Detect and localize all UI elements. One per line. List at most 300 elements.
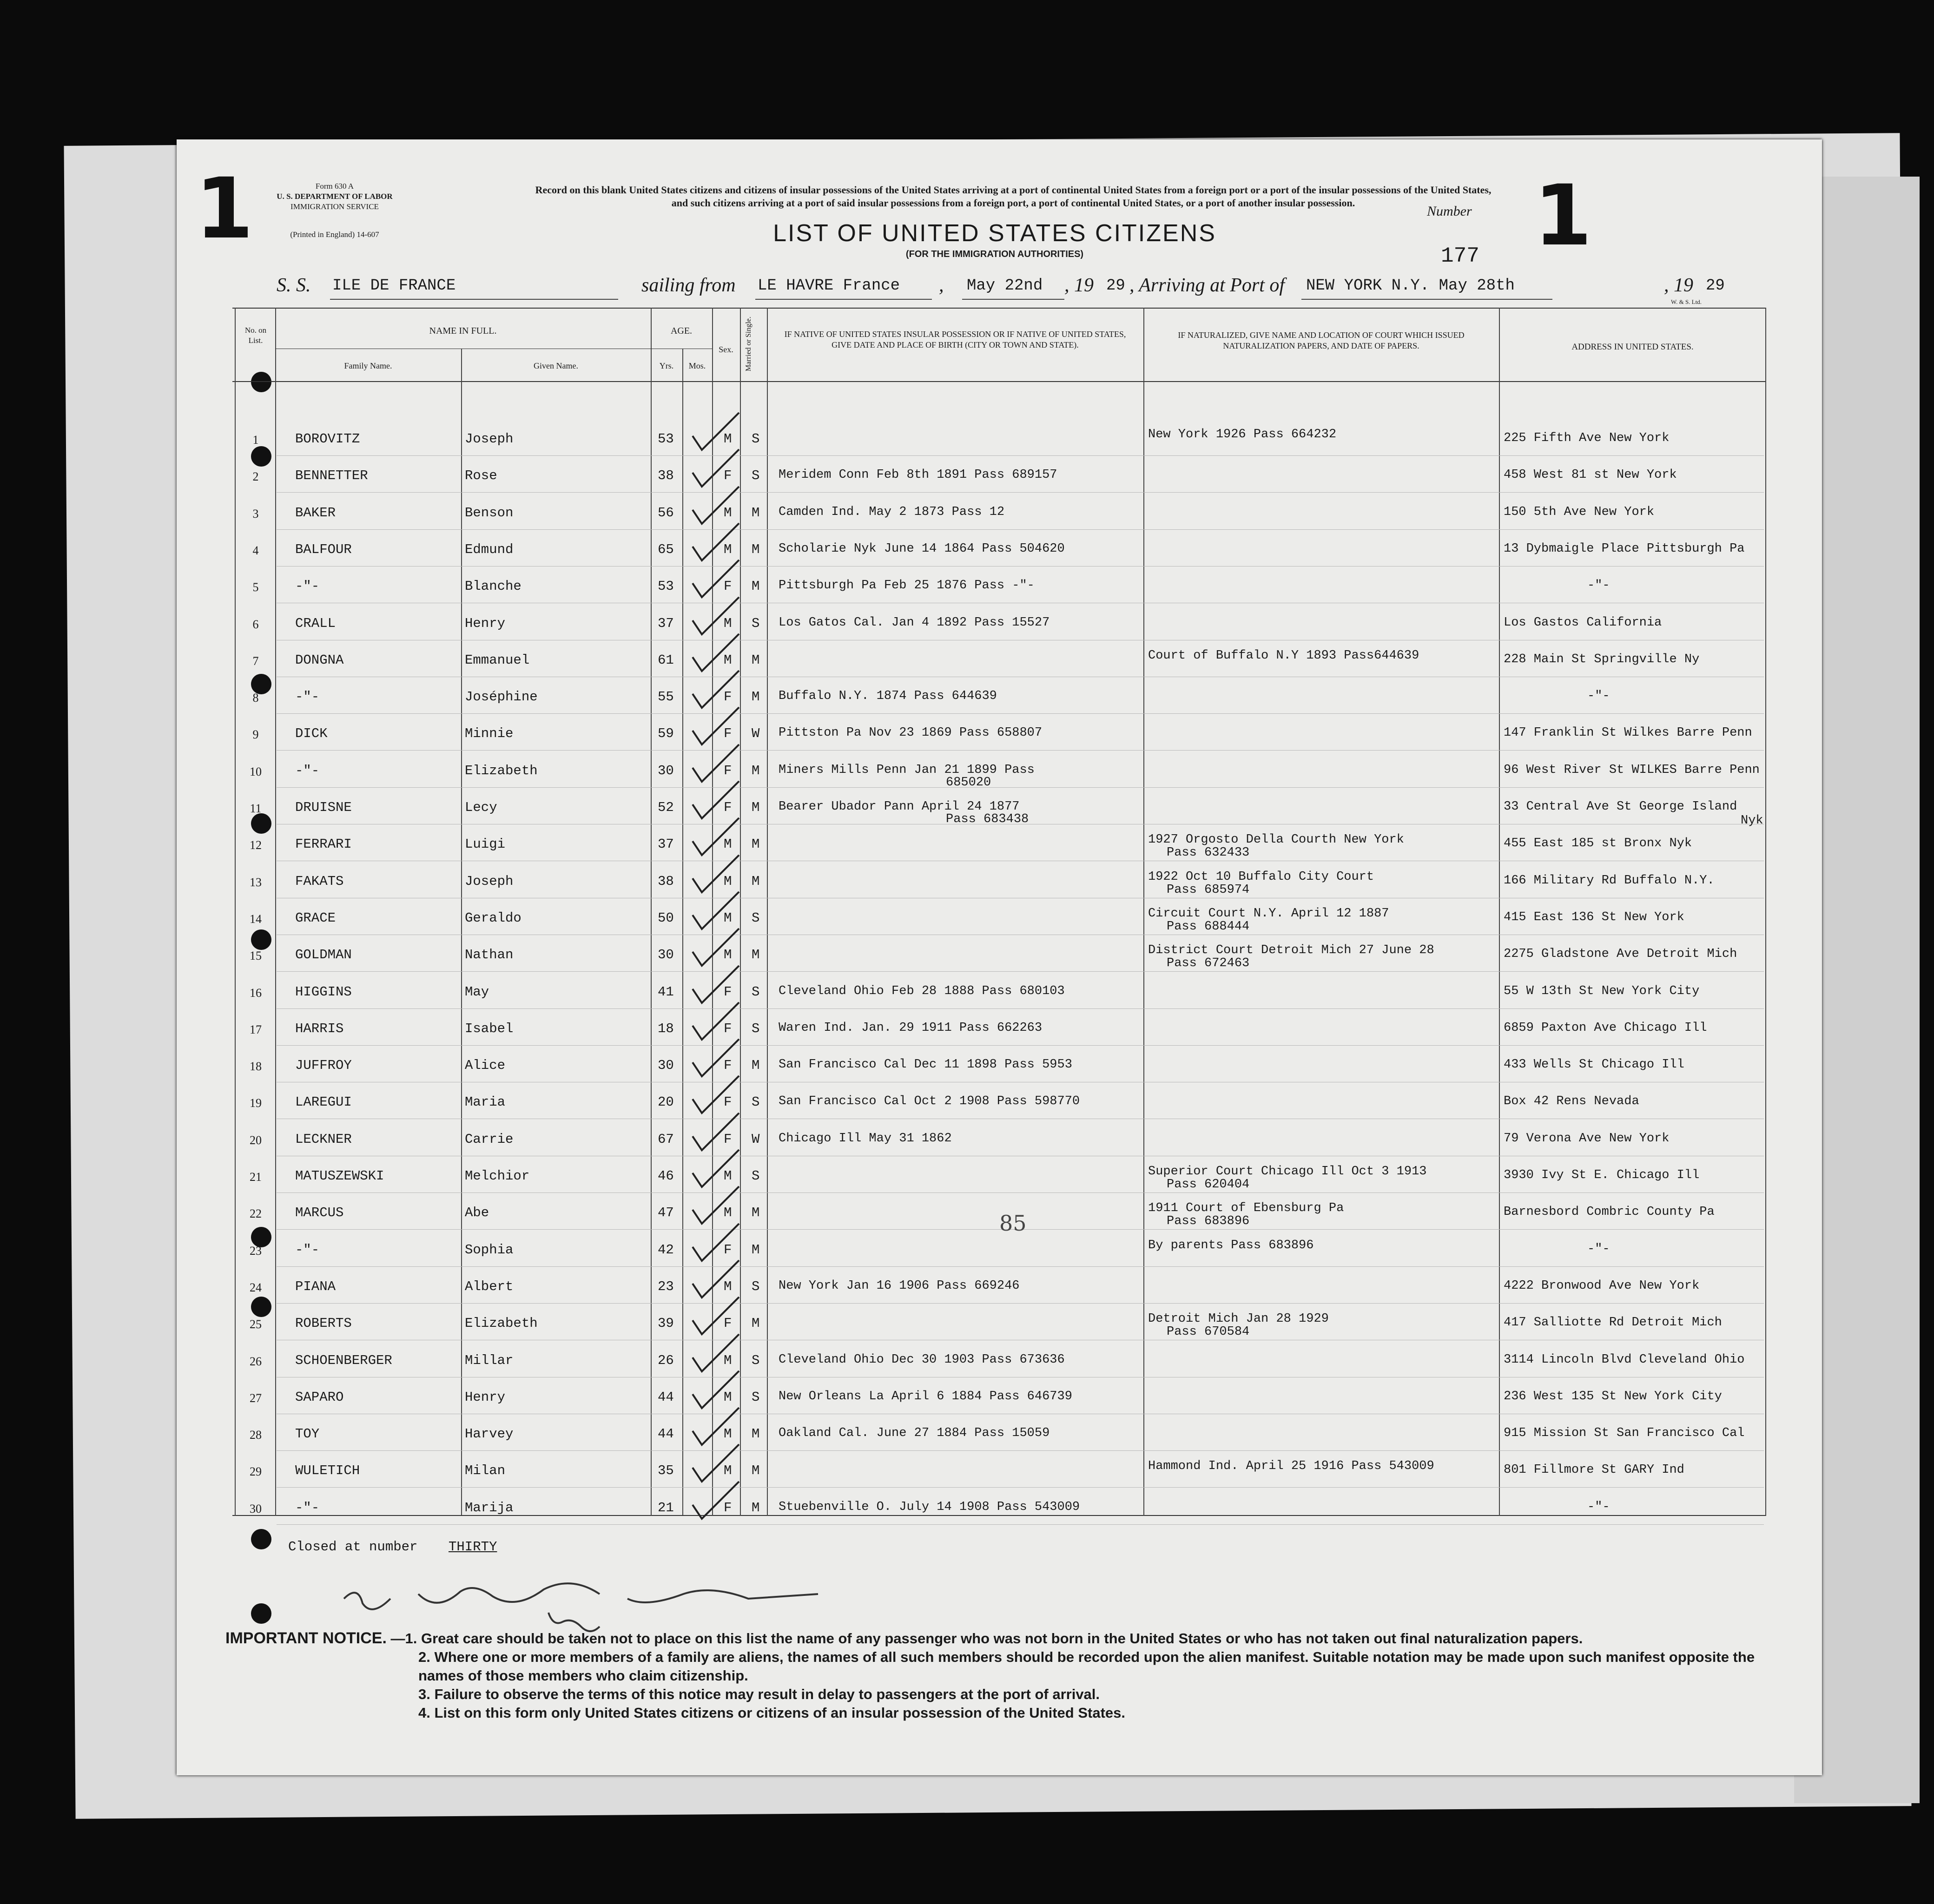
given-name: Minnie [465,726,514,741]
row-rule [277,1266,1764,1267]
row-number: 29 [250,1465,262,1478]
given-name: Geraldo [465,910,521,926]
age-years: 46 [658,1168,674,1184]
arrival-port: NEW YORK N.Y. May 28th [1306,277,1515,295]
us-address: 33 Central Ave St George Island [1504,800,1737,814]
marital-status: M [752,763,760,778]
row-number: 11 [250,802,262,815]
marital-status: S [752,1094,760,1110]
row-number: 7 [252,654,259,668]
family-name: JUFFROY [295,1058,352,1073]
marital-status: M [752,1316,760,1331]
naturalization-court: Circuit Court N.Y. April 12 1887 [1148,907,1389,921]
age-years: 38 [658,874,674,889]
naturalization-court: Detroit Mich Jan 28 1929 [1148,1312,1329,1326]
marital-status: S [752,1390,760,1405]
birth-place-date: Buffalo N.Y. 1874 Pass 644639 [779,689,997,703]
row-rule [277,750,1764,751]
header-name-in-full: NAME IN FULL. [429,326,497,336]
col-rule [235,308,236,1516]
given-name: Henry [465,616,506,631]
notice-item-4: 4. List on this form only United States citizens or citizens of an insular possession of the United States. [418,1705,1125,1721]
family-name: HIGGINS [295,984,352,1000]
row-number: 24 [250,1281,262,1294]
family-name: WULETICH [295,1463,360,1478]
us-address: 55 W 13th St New York City [1504,984,1700,998]
row-rule [277,455,1764,456]
given-name: Harvey [465,1426,514,1442]
given-name: Joseph [465,874,514,889]
check-mark-icon [688,1477,744,1528]
sex: F [724,763,732,778]
us-address: -"- [1587,1242,1610,1256]
birth-place-date: Chicago Ill May 31 1862 [779,1132,952,1146]
important-notice [225,1629,1782,1722]
given-name: Elizabeth [465,1316,538,1331]
header-address: ADDRESS IN UNITED STATES. [1571,342,1694,352]
naturalization-court: 1922 Oct 10 Buffalo City Court [1148,870,1374,884]
row-rule [277,1450,1764,1451]
naturalization-pass: Pass 685974 [1167,883,1250,897]
row-number: 15 [250,949,262,962]
year-prefix: , 19 [1664,275,1693,296]
us-address: 147 Franklin St Wilkes Barre Penn [1504,726,1752,740]
age-years: 18 [658,1021,674,1036]
naturalization-court: New York 1926 Pass 664232 [1148,428,1337,441]
age-years: 55 [658,689,674,705]
row-number: 3 [252,507,259,520]
us-address: 13 Dybmaigle Place Pittsburgh Pa [1504,542,1745,556]
sex: F [724,1500,732,1515]
given-name: Lecy [465,800,497,815]
marital-status: M [752,800,760,815]
naturalization-court: Superior Court Chicago Ill Oct 3 1913 [1148,1165,1427,1179]
us-address: 801 Fillmore St GARY Ind [1504,1463,1684,1477]
family-name: DRUISNE [295,800,352,815]
header-naturalized: IF NATURALIZED, GIVE NAME AND LOCATION OF COURT WHICH ISSUED NATURALIZATION PAPERS, AND DATE OF PAPERS. [1178,330,1465,350]
number-label: Number [1427,204,1472,219]
punch-hole [251,372,271,392]
birth-place-date: San Francisco Cal Oct 2 1908 Pass 598770 [779,1094,1080,1108]
sex: M [724,652,732,668]
row-rule [277,1303,1764,1304]
port-rule [755,299,932,300]
sex: M [724,947,732,962]
given-name: Alice [465,1058,506,1073]
given-name: Carrie [465,1132,514,1147]
age-years: 42 [658,1242,674,1258]
header-given-name: Given Name. [534,361,578,370]
row-number: 8 [252,691,259,705]
age-years: 61 [658,652,674,668]
naturalization-pass: Pass 620404 [1167,1178,1250,1192]
list-number: 177 [1441,244,1479,268]
us-address: 166 Military Rd Buffalo N.Y. [1504,874,1715,888]
marital-status: M [752,542,760,557]
family-name: PIANA [295,1279,336,1294]
department: U. S. DEPARTMENT OF LABOR [277,192,393,201]
age-years: 53 [658,431,674,447]
age-years: 38 [658,468,674,483]
header-family-name: Family Name. [344,361,392,370]
naturalization-pass: Pass 683896 [1167,1214,1250,1228]
family-name: DICK [295,726,328,741]
naturalization-pass: Pass 672463 [1167,956,1250,970]
family-name: DONGNA [295,652,344,668]
given-name: Sophia [465,1242,514,1258]
family-name: SCHOENBERGER [295,1353,392,1368]
age-years: 65 [658,542,674,557]
family-name: LECKNER [295,1132,352,1147]
given-name: Henry [465,1390,506,1405]
sex: M [724,1279,732,1294]
age-years: 30 [658,947,674,962]
family-name: GOLDMAN [295,947,352,962]
us-address: 79 Verona Ave New York [1504,1132,1670,1146]
sex: M [724,1205,732,1220]
punch-hole [251,1297,271,1317]
naturalization-court: Hammond Ind. April 25 1916 Pass 543009 [1148,1459,1434,1473]
row-number: 13 [250,876,262,889]
us-address: 236 West 135 St New York City [1504,1390,1722,1403]
row-number: 30 [250,1502,262,1515]
punch-hole [251,813,271,834]
row-number: 14 [250,912,262,926]
row-number: 17 [250,1023,262,1036]
us-address: 228 Main St Springville Ny [1504,652,1700,666]
year-prefix: , 19 [1064,275,1094,296]
record-instructions: Record on this blank United States citizens and citizens of insular possessions of the United States arriving at a port of continental United States from a foreign port or a port of the insular possessions of the United States, and such citizens arriving at a port of said insular possessions from a foreign port, a port of continental United States, or a port of another insular possession. [535,184,1492,209]
birth-place-date: Oakland Cal. June 27 1884 Pass 15059 [779,1426,1050,1440]
table-top-rule [232,308,1766,309]
notice-item-3: 3. Failure to observe the terms of this notice may result in delay to passengers at the port of arrival. [418,1686,1100,1702]
given-name: Nathan [465,947,514,962]
row-number: 4 [252,544,259,557]
given-name: Benson [465,505,514,520]
row-rule [277,1487,1764,1488]
sex: M [724,837,732,852]
family-name: FAKATS [295,874,344,889]
sex: F [724,1242,732,1258]
family-name: CRALL [295,616,336,631]
naturalization-pass: Pass 670584 [1167,1325,1250,1339]
marital-status: M [752,689,760,705]
sex: M [724,542,732,557]
us-address: 915 Mission St San Francisco Cal [1504,1426,1745,1440]
marital-status: M [752,1058,760,1073]
birth-place-date: Waren Ind. Jan. 29 1911 Pass 662263 [779,1021,1043,1035]
family-name: HARRIS [295,1021,344,1036]
naturalization-court: 1927 Orgosto Della Courth New York [1148,833,1404,847]
row-rule [277,971,1764,972]
sex: F [724,1316,732,1331]
sex: M [724,910,732,926]
comma: , [939,275,944,296]
marital-status: S [752,984,760,1000]
given-name: Maria [465,1094,506,1110]
family-name: TOY [295,1426,320,1442]
header-yrs: Yrs. [659,361,674,370]
us-address: 3930 Ivy St E. Chicago Ill [1504,1168,1700,1182]
family-name: LAREGUI [295,1094,352,1110]
family-name: -"- [295,579,320,594]
row-number: 9 [252,728,259,741]
birth-place-date-cont: 685020 [946,776,991,790]
sex: F [724,984,732,1000]
sex: M [724,1463,732,1478]
given-name: Abe [465,1205,489,1220]
age-years: 35 [658,1463,674,1478]
us-address: 6859 Paxton Ave Chicago Ill [1504,1021,1707,1035]
sex: M [724,1390,732,1405]
sex: F [724,1058,732,1073]
row-rule [277,529,1764,530]
us-address: 3114 Lincoln Blvd Cleveland Ohio [1504,1353,1745,1367]
us-address: 455 East 185 st Bronx Nyk [1504,837,1692,850]
given-name: Isabel [465,1021,514,1036]
birth-place-date: San Francisco Cal Dec 11 1898 Pass 5953 [779,1058,1072,1072]
punch-hole [251,929,271,950]
col-rule [651,308,652,1516]
row-rule [277,1008,1764,1009]
age-years: 59 [658,726,674,741]
printed-note: (Printed in England) 14-607 [290,230,379,239]
age-years: 44 [658,1426,674,1442]
col-rule [767,308,768,1516]
age-years: 26 [658,1353,674,1368]
sex: M [724,1168,732,1184]
given-name: Luigi [465,837,506,852]
arriving-label: , Arriving at Port of [1129,275,1285,296]
given-name: Milan [465,1463,506,1478]
row-rule [277,492,1764,493]
us-address: -"- [1587,689,1610,703]
age-years: 67 [658,1132,674,1147]
us-address: 417 Salliotte Rd Detroit Mich [1504,1316,1722,1330]
marital-status: W [752,726,760,741]
manifest-page [177,139,1822,1775]
marital-status: S [752,1021,760,1036]
family-name: MATUSZEWSKI [295,1168,384,1184]
row-number: 26 [250,1355,262,1368]
row-rule [277,713,1764,714]
marital-status: M [752,1463,760,1478]
sailing-label: sailing from [641,275,736,296]
us-address: Box 42 Rens Nevada [1504,1094,1639,1108]
service: IMMIGRATION SERVICE [290,202,379,211]
header-married-single: Married or Single. [745,316,752,371]
us-address: 2275 Gladstone Ave Detroit Mich [1504,947,1737,961]
sex: M [724,1353,732,1368]
us-address: -"- [1587,579,1610,593]
family-name: FERRARI [295,837,352,852]
family-name: BAKER [295,505,336,520]
sex: F [724,468,732,483]
sex: F [724,579,732,594]
age-years: 37 [658,616,674,631]
header-no: No. on List. [244,326,267,345]
family-name: -"- [295,763,320,778]
age-years: 50 [658,910,674,926]
age-years: 53 [658,579,674,594]
sex: F [724,1021,732,1036]
age-years: 47 [658,1205,674,1220]
us-address: 433 Wells St Chicago Ill [1504,1058,1684,1072]
age-years: 37 [658,837,674,852]
birth-place-date: New Orleans La April 6 1884 Pass 646739 [779,1390,1072,1403]
ss-label: S. S. [277,275,311,296]
row-number: 20 [250,1133,262,1147]
age-years: 41 [658,984,674,1000]
col-rule [1765,308,1766,1516]
punch-hole [251,1603,271,1624]
header-sex: Sex. [719,345,733,354]
date-rule [962,299,1064,300]
marital-status: S [752,1279,760,1294]
sex: M [724,616,732,631]
age-years: 30 [658,763,674,778]
page-subtitle: (FOR THE IMMIGRATION AUTHORITIES) [905,249,1084,259]
row-number: 18 [250,1060,262,1073]
family-name: -"- [295,1500,320,1515]
margin-note: 85 [999,1211,1027,1236]
departure-port: LE HAVRE France [758,277,900,295]
naturalization-pass: Pass 688444 [1167,920,1250,934]
us-address: 96 West River St WILKES Barre Penn [1504,763,1760,777]
marital-status: M [752,1500,760,1515]
row-rule [277,1192,1764,1193]
us-address: 150 5th Ave New York [1504,505,1655,519]
row-number: 5 [252,580,259,594]
birth-place-date: Camden Ind. May 2 1873 Pass 12 [779,505,1005,519]
age-years: 39 [658,1316,674,1331]
birth-place-date: Cleveland Ohio Feb 28 1888 Pass 680103 [779,984,1065,998]
birth-place-date: Los Gatos Cal. Jan 4 1892 Pass 15527 [779,616,1050,630]
row-number: 22 [250,1207,262,1220]
sex: F [724,1094,732,1110]
row-rule [277,1045,1764,1046]
sex: F [724,800,732,815]
header-mos: Mos. [688,361,706,370]
age-years: 30 [658,1058,674,1073]
punch-hole [251,446,271,467]
age-years: 44 [658,1390,674,1405]
col-rule [1499,308,1500,1516]
family-name: -"- [295,689,320,705]
marital-status: M [752,505,760,520]
naturalization-court: Court of Buffalo N.Y 1893 Pass644639 [1148,649,1419,663]
row-number: 12 [250,838,262,852]
family-name: BALFOUR [295,542,352,557]
row-rule [277,787,1764,788]
family-name: -"- [295,1242,320,1258]
us-address: 225 Fifth Ave New York [1504,431,1670,445]
given-name: Joséphine [465,689,538,705]
row-number: 6 [252,618,259,631]
birth-place-date: Pittston Pa Nov 23 1869 Pass 658807 [779,726,1043,740]
age-years: 20 [658,1094,674,1110]
marital-status: S [752,1353,760,1368]
row-number: 19 [250,1096,262,1110]
row-number: 21 [250,1170,262,1184]
family-name: BOROVITZ [295,431,360,447]
naturalization-court: 1911 Court of Ebensburg Pa [1148,1201,1344,1215]
notice-item-2: 2. Where one or more members of a family are aliens, the names of all such members should be recorded upon the alien manifest. Suitable notation may be made upon such manifest opposite the names of those members who claim citizenship. [418,1649,1755,1684]
family-name: SAPARO [295,1390,344,1405]
header-birth: IF NATIVE OF UNITED STATES INSULAR POSSESSION OR IF NATIVE OF UNITED STATES, GIVE DATE AND PLACE OF BIRTH (CITY OR TOWN AND STATE). [784,329,1126,349]
row-rule [277,1524,1764,1525]
marital-status: M [752,947,760,962]
marital-status: M [752,1205,760,1220]
col-rule [275,308,276,1516]
sex: M [724,1426,732,1442]
header-age: AGE. [670,326,693,336]
marital-status: S [752,468,760,483]
handwritten-signature [325,1571,976,1636]
ship-name: ILE DE FRANCE [332,277,456,295]
row-number: 2 [252,470,259,483]
sheet-number-mark: 1 [1534,167,1592,264]
given-name: Rose [465,468,497,483]
marital-status: M [752,1426,760,1442]
sheet-number-mark: 1 [195,160,254,257]
birth-place-date: Scholarie Nyk June 14 1864 Pass 504620 [779,542,1065,556]
row-number: 10 [250,765,262,778]
notice-item-1 [225,1629,1782,1648]
given-name: Melchior [465,1168,530,1184]
form-number: Form 630 A [315,182,354,191]
us-address: -"- [1587,1500,1610,1514]
birth-place-date: Pittsburgh Pa Feb 25 1876 Pass -"- [779,579,1035,593]
arrival-year: 29 [1706,277,1725,295]
row-rule [277,566,1764,567]
row-number: 25 [250,1318,262,1331]
marital-status: M [752,874,760,889]
given-name: Elizabeth [465,763,538,778]
birth-place-date: Meridem Conn Feb 8th 1891 Pass 689157 [779,468,1057,482]
given-name: Joseph [465,431,514,447]
marital-status: W [752,1132,760,1147]
form-identifier [228,181,442,240]
sex: M [724,874,732,889]
row-number: 16 [250,986,262,1000]
family-name: ROBERTS [295,1316,352,1331]
row-number: 1 [252,433,259,447]
marital-status: S [752,431,760,447]
us-address-cont: Nyk [1741,814,1763,828]
marital-status: S [752,616,760,631]
family-name: GRACE [295,910,336,926]
notice-heading: IMPORTANT NOTICE. [225,1629,387,1647]
marital-status: M [752,652,760,668]
punch-hole [251,1529,271,1549]
age-years: 52 [658,800,674,815]
given-name: Edmund [465,542,514,557]
sex: F [724,689,732,705]
given-name: Emmanuel [465,652,530,668]
birth-place-date: New York Jan 16 1906 Pass 669246 [779,1279,1020,1293]
marital-status: M [752,1242,760,1258]
marital-status: M [752,837,760,852]
family-name: MARCUS [295,1205,344,1220]
closing-label: Closed at number [288,1539,418,1555]
us-address: 458 West 81 st New York [1504,468,1677,482]
notice-text: —1. Great care should be taken not to place on this list the name of any passenger who was not born in the United States or who has not taken out final naturalization papers. [390,1630,1583,1647]
departure-date: May 22nd [967,277,1043,295]
sex: F [724,1132,732,1147]
sex: M [724,505,732,520]
us-address: Barnesbord Combric County Pa [1504,1205,1715,1219]
